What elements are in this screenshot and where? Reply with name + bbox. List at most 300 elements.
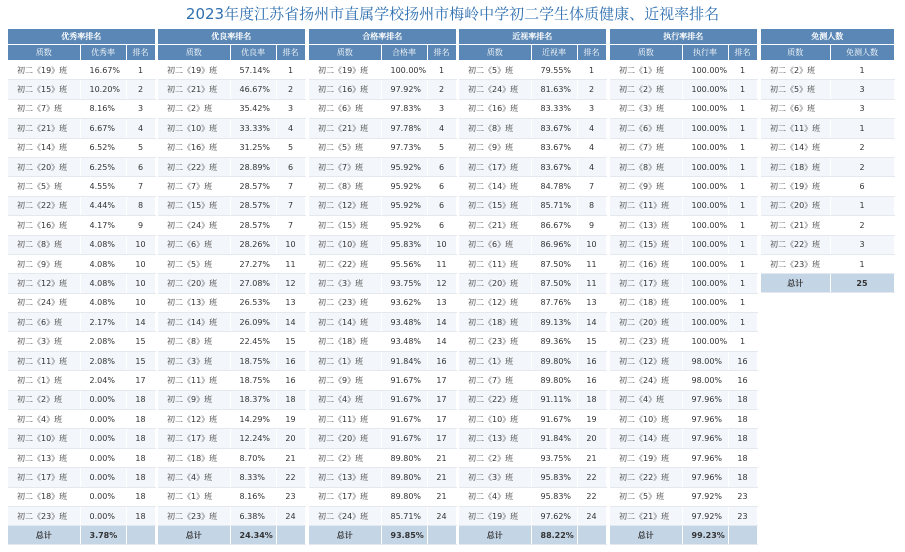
class-cell: 初二《12》班 <box>309 196 381 215</box>
table-row <box>158 448 305 467</box>
value-cell: 93.48% <box>381 313 427 332</box>
rank-cell: 15 <box>126 351 155 370</box>
exempt-count-table <box>761 29 895 293</box>
value-cell: 8.16% <box>80 99 126 118</box>
class-cell: 初二《17》班 <box>610 274 682 293</box>
rank-cell: 1 <box>728 157 757 176</box>
rank-cell: 2 <box>276 80 305 99</box>
value-cell: 8.33% <box>230 468 276 487</box>
table-row <box>309 371 456 390</box>
table-row <box>610 177 757 196</box>
value-cell: 87.50% <box>531 274 577 293</box>
value-cell: 95.83% <box>381 235 427 254</box>
total-label: 总计 <box>610 526 682 545</box>
class-cell: 初二《20》班 <box>309 429 381 448</box>
value-cell: 98.00% <box>682 371 728 390</box>
class-cell: 初二《17》班 <box>459 157 531 176</box>
value-cell: 89.80% <box>531 371 577 390</box>
table-row <box>8 351 155 370</box>
class-cell: 初二《4》班 <box>459 487 531 506</box>
table-row <box>610 99 757 118</box>
total-rank-empty <box>276 526 305 545</box>
class-cell: 初二《11》班 <box>309 410 381 429</box>
table-row <box>610 506 757 525</box>
class-cell: 初二《24》班 <box>459 80 531 99</box>
value-cell: 0.00% <box>80 468 126 487</box>
table-row <box>459 138 606 157</box>
value-cell: 4.08% <box>80 293 126 312</box>
rank-cell: 13 <box>276 293 305 312</box>
table-row <box>309 487 456 506</box>
value-cell: 8.16% <box>230 487 276 506</box>
rank-cell: 12 <box>276 274 305 293</box>
value-cell: 83.67% <box>531 138 577 157</box>
table-row <box>459 99 606 118</box>
value-cell: 97.96% <box>682 390 728 409</box>
value-cell: 100.00% <box>682 293 728 312</box>
table-row <box>610 216 757 235</box>
total-label: 总计 <box>459 526 531 545</box>
table-row <box>8 410 155 429</box>
table-row <box>459 371 606 390</box>
table-row <box>309 80 456 99</box>
rank-cell: 18 <box>126 410 155 429</box>
table-row <box>8 371 155 390</box>
table-row <box>761 254 894 273</box>
table-row <box>8 119 155 138</box>
total-value: 3.78% <box>80 526 126 545</box>
class-cell: 初二《6》班 <box>459 235 531 254</box>
class-cell: 初二《3》班 <box>8 332 80 351</box>
class-header: 质数 <box>8 45 80 61</box>
class-cell: 初二《6》班 <box>610 119 682 138</box>
total-value: 93.85% <box>381 526 427 545</box>
table-row <box>309 468 456 487</box>
count-cell: 3 <box>830 80 894 99</box>
table-row <box>8 80 155 99</box>
class-cell: 初二《3》班 <box>309 274 381 293</box>
rank-cell: 18 <box>728 448 757 467</box>
table-row <box>309 138 456 157</box>
count-cell: 2 <box>830 157 894 176</box>
class-cell: 初二《15》班 <box>158 196 230 215</box>
value-cell: 89.36% <box>531 332 577 351</box>
value-cell: 81.63% <box>531 80 577 99</box>
rank-cell: 12 <box>427 274 456 293</box>
value-cell: 97.83% <box>381 99 427 118</box>
table-row <box>459 274 606 293</box>
rank-cell: 18 <box>126 429 155 448</box>
value-cell: 95.83% <box>531 468 577 487</box>
class-cell: 初二《1》班 <box>309 351 381 370</box>
rank-cell: 22 <box>276 468 305 487</box>
table-row <box>459 390 606 409</box>
value-cell: 4.44% <box>80 196 126 215</box>
table-row <box>158 235 305 254</box>
table-row <box>158 371 305 390</box>
value-cell: 91.84% <box>381 351 427 370</box>
class-cell: 初二《4》班 <box>610 390 682 409</box>
table-heading: 合格率排名 <box>309 29 456 45</box>
rank-cell: 5 <box>427 138 456 157</box>
count-cell: 1 <box>830 61 894 80</box>
table-row <box>8 429 155 448</box>
rank-cell: 16 <box>728 351 757 370</box>
value-cell: 97.78% <box>381 119 427 138</box>
rank-cell: 15 <box>126 332 155 351</box>
rank-cell: 18 <box>126 468 155 487</box>
rank-cell: 2 <box>577 80 606 99</box>
table-row <box>459 429 606 448</box>
table-heading: 优良率排名 <box>158 29 305 45</box>
value-cell: 97.96% <box>682 429 728 448</box>
rank-cell: 11 <box>577 254 606 273</box>
table-row <box>8 254 155 273</box>
rank-cell: 20 <box>577 429 606 448</box>
rank-cell: 10 <box>126 293 155 312</box>
table-row <box>8 274 155 293</box>
value-cell: 100.00% <box>682 196 728 215</box>
value-cell: 2.04% <box>80 371 126 390</box>
table-row <box>309 216 456 235</box>
rank-cell: 16 <box>577 371 606 390</box>
value-cell: 0.00% <box>80 390 126 409</box>
class-cell: 初二《1》班 <box>8 371 80 390</box>
rank-cell: 19 <box>577 410 606 429</box>
value-cell: 79.55% <box>531 61 577 80</box>
table-row <box>610 487 757 506</box>
table-row <box>158 119 305 138</box>
value-cell: 0.00% <box>80 429 126 448</box>
value-cell: 100.00% <box>682 254 728 273</box>
rank-cell: 23 <box>276 487 305 506</box>
class-cell: 初二《8》班 <box>610 157 682 176</box>
value-cell: 6.52% <box>80 138 126 157</box>
value-cell: 4.08% <box>80 235 126 254</box>
value-cell: 84.78% <box>531 177 577 196</box>
rank-cell: 18 <box>728 429 757 448</box>
table-row <box>610 157 757 176</box>
excellent-rate-table <box>8 29 156 545</box>
class-cell: 初二《10》班 <box>309 235 381 254</box>
class-cell: 初二《14》班 <box>459 177 531 196</box>
class-cell: 初二《21》班 <box>459 216 531 235</box>
rank-cell: 11 <box>577 274 606 293</box>
value-cell: 87.50% <box>531 254 577 273</box>
rank-cell: 7 <box>276 216 305 235</box>
table-row <box>158 429 305 448</box>
myopia-rate-table <box>459 29 607 545</box>
class-cell: 初二《1》班 <box>610 61 682 80</box>
value-cell: 28.57% <box>230 196 276 215</box>
rank-cell: 14 <box>427 313 456 332</box>
value-cell: 95.92% <box>381 216 427 235</box>
value-cell: 14.29% <box>230 410 276 429</box>
rank-cell: 11 <box>427 254 456 273</box>
total-label: 总计 <box>309 526 381 545</box>
class-cell: 初二《17》班 <box>309 487 381 506</box>
value-cell: 95.83% <box>531 487 577 506</box>
count-cell: 2 <box>830 216 894 235</box>
value-cell: 91.67% <box>381 410 427 429</box>
table-row <box>309 390 456 409</box>
table-row <box>459 80 606 99</box>
value-cell: 27.27% <box>230 254 276 273</box>
rank-cell: 7 <box>276 196 305 215</box>
rank-header: 排名 <box>577 45 606 61</box>
rank-cell: 6 <box>427 196 456 215</box>
table-row <box>309 429 456 448</box>
class-cell: 初二《21》班 <box>8 119 80 138</box>
class-cell: 初二《11》班 <box>158 371 230 390</box>
value-cell: 87.76% <box>531 293 577 312</box>
table-row <box>610 235 757 254</box>
table-row <box>309 351 456 370</box>
class-cell: 初二《10》班 <box>8 429 80 448</box>
table-row <box>309 274 456 293</box>
table-row <box>610 119 757 138</box>
class-cell: 初二《18》班 <box>610 293 682 312</box>
rank-cell: 1 <box>728 216 757 235</box>
value-cell: 100.00% <box>682 99 728 118</box>
class-cell: 初二《16》班 <box>610 254 682 273</box>
table-row <box>309 196 456 215</box>
rank-cell: 7 <box>126 177 155 196</box>
table-row <box>158 410 305 429</box>
class-cell: 初二《14》班 <box>8 138 80 157</box>
class-cell: 初二《8》班 <box>459 119 531 138</box>
rank-cell: 21 <box>427 487 456 506</box>
value-cell: 91.67% <box>531 410 577 429</box>
table-row <box>8 332 155 351</box>
table-row <box>158 157 305 176</box>
value-cell: 28.26% <box>230 235 276 254</box>
table-row <box>459 448 606 467</box>
page-title: 2023年度江苏省扬州市直属学校扬州市梅岭中学初二学生体质健康、近视率排名 <box>185 5 720 23</box>
rank-cell: 15 <box>577 332 606 351</box>
value-cell: 18.75% <box>230 351 276 370</box>
table-body <box>610 61 757 526</box>
class-cell: 初二《18》班 <box>761 157 830 176</box>
value-cell: 57.14% <box>230 61 276 80</box>
table-row <box>8 157 155 176</box>
table-row <box>459 410 606 429</box>
value-cell: 85.71% <box>381 506 427 525</box>
good-rate-table <box>158 29 306 545</box>
class-cell: 初二《5》班 <box>8 177 80 196</box>
rank-cell: 17 <box>427 410 456 429</box>
class-cell: 初二《9》班 <box>309 371 381 390</box>
class-cell: 初二《6》班 <box>309 99 381 118</box>
count-cell: 2 <box>830 138 894 157</box>
table-row <box>8 448 155 467</box>
class-cell: 初二《7》班 <box>309 157 381 176</box>
count-cell: 3 <box>830 235 894 254</box>
class-cell: 初二《17》班 <box>8 468 80 487</box>
rank-cell: 24 <box>577 506 606 525</box>
rank-cell: 1 <box>427 61 456 80</box>
class-cell: 初二《23》班 <box>761 254 830 273</box>
rank-cell: 18 <box>126 448 155 467</box>
table-row <box>610 61 757 80</box>
table-row <box>8 313 155 332</box>
value-cell: 100.00% <box>682 332 728 351</box>
class-cell: 初二《14》班 <box>610 429 682 448</box>
value-cell: 8.70% <box>230 448 276 467</box>
table-body <box>158 61 305 526</box>
class-cell: 初二《18》班 <box>459 313 531 332</box>
table-row <box>8 487 155 506</box>
class-cell: 初二《4》班 <box>158 468 230 487</box>
value-cell: 95.56% <box>381 254 427 273</box>
class-cell: 初二《20》班 <box>8 157 80 176</box>
value-header: 执行率 <box>682 45 728 61</box>
value-cell: 0.00% <box>80 410 126 429</box>
table-heading: 近视率排名 <box>459 29 606 45</box>
rank-cell: 4 <box>276 119 305 138</box>
class-cell: 初二《22》班 <box>761 235 830 254</box>
table-row <box>8 293 155 312</box>
table-row <box>158 332 305 351</box>
table-body <box>459 61 606 526</box>
class-cell: 初二《3》班 <box>610 99 682 118</box>
table-row <box>761 196 894 215</box>
class-cell: 初二《2》班 <box>158 99 230 118</box>
value-cell: 6.38% <box>230 506 276 525</box>
value-cell: 86.96% <box>531 235 577 254</box>
class-cell: 初二《16》班 <box>158 138 230 157</box>
table-row <box>761 216 894 235</box>
rank-cell: 16 <box>276 351 305 370</box>
class-cell: 初二《19》班 <box>309 61 381 80</box>
table-row <box>610 448 757 467</box>
value-cell: 89.13% <box>531 313 577 332</box>
table-row <box>610 371 757 390</box>
total-rank-empty <box>126 526 155 545</box>
value-cell: 35.42% <box>230 99 276 118</box>
table-row <box>158 390 305 409</box>
table-row <box>8 99 155 118</box>
class-cell: 初二《15》班 <box>309 216 381 235</box>
value-cell: 0.00% <box>80 448 126 467</box>
table-row <box>158 216 305 235</box>
class-cell: 初二《7》班 <box>610 138 682 157</box>
count-cell: 3 <box>830 99 894 118</box>
class-cell: 初二《10》班 <box>610 410 682 429</box>
rank-cell: 10 <box>126 274 155 293</box>
rank-cell: 1 <box>728 138 757 157</box>
rank-cell: 16 <box>276 371 305 390</box>
value-cell: 98.00% <box>682 351 728 370</box>
table-row <box>8 177 155 196</box>
table-row <box>158 177 305 196</box>
value-cell: 4.08% <box>80 254 126 273</box>
value-cell: 93.48% <box>381 332 427 351</box>
class-cell: 初二《20》班 <box>610 313 682 332</box>
total-value: 99.23% <box>682 526 728 545</box>
table-row <box>610 293 757 312</box>
rank-cell: 24 <box>427 506 456 525</box>
total-rank-empty <box>577 526 606 545</box>
class-header: 质数 <box>459 45 531 61</box>
value-cell: 97.92% <box>682 487 728 506</box>
class-cell: 初二《5》班 <box>610 487 682 506</box>
table-row <box>761 177 894 196</box>
value-cell: 2.08% <box>80 332 126 351</box>
value-cell: 89.80% <box>531 351 577 370</box>
rank-cell: 21 <box>427 448 456 467</box>
class-cell: 初二《11》班 <box>8 351 80 370</box>
table-row <box>8 216 155 235</box>
table-row <box>761 80 894 99</box>
table-heading: 优秀率排名 <box>8 29 155 45</box>
value-cell: 97.62% <box>531 506 577 525</box>
value-cell: 46.67% <box>230 80 276 99</box>
class-cell: 初二《5》班 <box>158 254 230 273</box>
class-cell: 初二《12》班 <box>8 274 80 293</box>
class-cell: 初二《6》班 <box>761 99 830 118</box>
class-cell: 初二《22》班 <box>610 468 682 487</box>
class-cell: 初二《17》班 <box>158 429 230 448</box>
rank-cell: 1 <box>728 196 757 215</box>
value-cell: 100.00% <box>682 313 728 332</box>
table-row <box>158 99 305 118</box>
class-header: 质数 <box>610 45 682 61</box>
value-cell: 95.92% <box>381 196 427 215</box>
value-header: 优秀率 <box>80 45 126 61</box>
count-cell: 1 <box>830 196 894 215</box>
table-row <box>610 274 757 293</box>
class-cell: 初二《16》班 <box>309 80 381 99</box>
class-cell: 初二《12》班 <box>610 351 682 370</box>
value-cell: 4.17% <box>80 216 126 235</box>
class-cell: 初二《9》班 <box>8 254 80 273</box>
value-cell: 18.75% <box>230 371 276 390</box>
value-cell: 93.75% <box>381 274 427 293</box>
class-cell: 初二《18》班 <box>158 448 230 467</box>
value-cell: 95.92% <box>381 177 427 196</box>
pass-rate-table <box>309 29 457 545</box>
table-row <box>610 390 757 409</box>
rank-header: 排名 <box>427 45 456 61</box>
rank-cell: 13 <box>427 293 456 312</box>
table-row <box>158 138 305 157</box>
rank-cell: 11 <box>276 254 305 273</box>
rank-cell: 21 <box>276 448 305 467</box>
rank-cell: 7 <box>577 177 606 196</box>
table-row <box>761 157 894 176</box>
table-row <box>610 468 757 487</box>
class-cell: 初二《16》班 <box>8 216 80 235</box>
class-cell: 初二《2》班 <box>459 448 531 467</box>
rank-cell: 18 <box>126 487 155 506</box>
table-row <box>761 99 894 118</box>
rank-cell: 18 <box>728 410 757 429</box>
rank-cell: 6 <box>126 157 155 176</box>
class-cell: 初二《15》班 <box>459 196 531 215</box>
class-header: 质数 <box>761 45 830 61</box>
rank-cell: 17 <box>126 371 155 390</box>
rank-header: 排名 <box>276 45 305 61</box>
value-cell: 28.57% <box>230 177 276 196</box>
class-cell: 初二《9》班 <box>610 177 682 196</box>
value-cell: 97.92% <box>381 80 427 99</box>
rank-cell: 18 <box>577 390 606 409</box>
rank-cell: 4 <box>427 119 456 138</box>
class-cell: 初二《13》班 <box>8 448 80 467</box>
table-row <box>158 293 305 312</box>
table-row <box>309 235 456 254</box>
